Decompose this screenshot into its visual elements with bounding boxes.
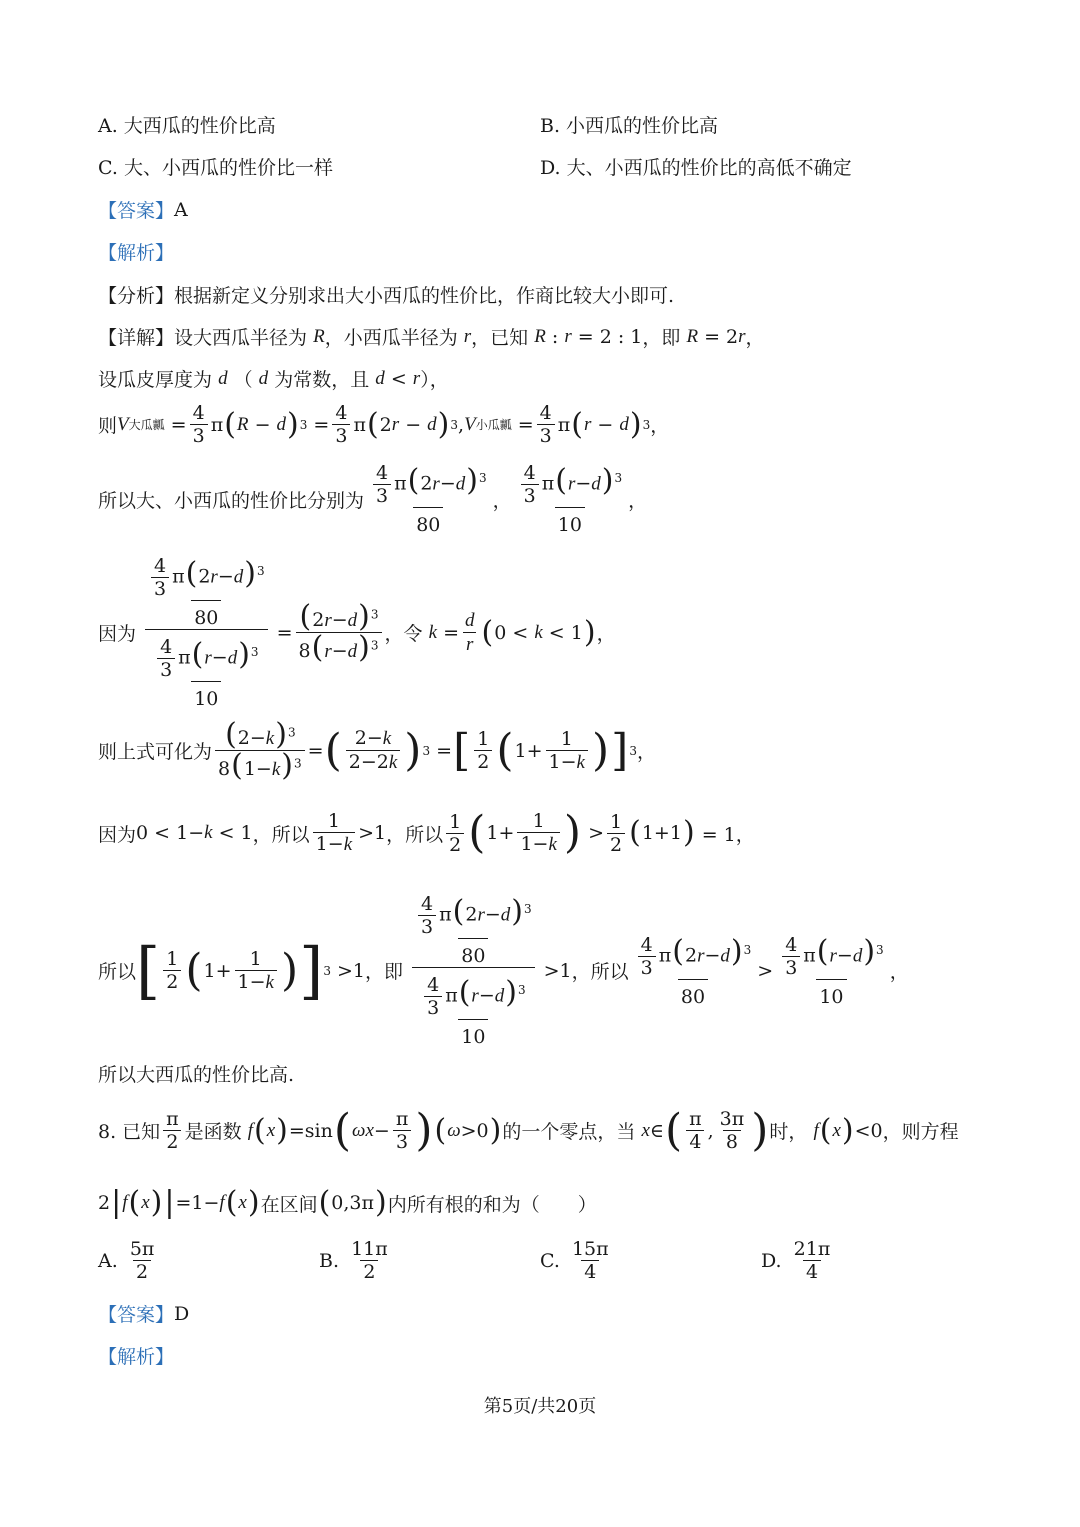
- q7-option-a: A. 大西瓜的性价比高: [98, 115, 276, 137]
- q7-conclusion: 所以大西瓜的性价比高.: [98, 1064, 295, 1086]
- q7-option-c: C. 大、小西瓜的性价比一样: [98, 157, 333, 179]
- q7-option-d: D. 大、小西瓜的性价比的高低不确定: [540, 157, 852, 179]
- q7-ratio-line: 所以大、小西瓜的性价比分别为 $\frac{4}{3}$ $\pi(2r-d)^3$ 80 ， $\frac{4}{3}$ $\pi(r-d)^3$ 10 ，: [98, 462, 648, 536]
- page-footer: 第5页/共20页: [483, 1396, 597, 1417]
- q7-answer: 【答案】 A: [98, 198, 188, 222]
- q8-option-c: C. $\frac{15\pi}{4}$: [540, 1238, 609, 1283]
- q7-detail-line2: 设瓜皮厚度为 d （ d 为常数，且 d < r ），: [98, 367, 449, 391]
- q8-answer: 【答案】 D: [98, 1302, 190, 1326]
- q7-option-b: B. 小西瓜的性价比高: [540, 115, 719, 137]
- q7-jiexi: 【解析】: [98, 242, 175, 264]
- q8-option-a: A. $\frac{5\pi}{2}$: [98, 1238, 155, 1283]
- q7-detail-line1: 【详解】 设大西瓜半径为 R ，小西瓜半径为 r ，已知 R : r = 2 : 1 ，即 R = 2 r ，: [98, 325, 765, 349]
- q7-simplify-line: 则上式可化为 $\frac{(2-k)^3}{8(1-k)^3}$ = ( $\frac{2-k}{2-2k}$ ) 3 = [ $\frac{1}{2}$ ( 1+ $\frac{1}{1-k}$ ) ] 3 ，: [98, 717, 656, 783]
- q7-final-line: 所以 [ $\frac{1}{2}$ ( 1+ $\frac{1}{1-k}$ ) ] 3 >1 ，即 $\frac{4}{3}$ $\pi(2r-d)^3$ 80 $\frac{4}{3}$ $\pi(r-d)^3$ 10 >1 ，所以 $\frac{4}{3}$ $\pi(2r-d)^3$ 80 > $\frac{4}{3}$ $\pi(r-d)^3$ 10 ，: [98, 893, 909, 1048]
- q8-option-b: B. $\frac{11\pi}{2}$: [319, 1238, 388, 1283]
- q8-jiexi: 【解析】: [98, 1346, 175, 1368]
- q7-inequality-line: 因为 0 < 1− k < 1 ，所以 $\frac{1}{1-k}$ >1 ，所以 $\frac{1}{2}$ ( 1+ $\frac{1}{1-k}$ ) > $\frac{1}{2}$ ( 1+1 ) = 1，: [98, 807, 755, 858]
- q7-quotient-line: 因为 $\frac{4}{3}$ $\pi(2r-d)^3$ 80 $\frac{4}{3}$ $\pi(r-d)^3$ 10 = $\frac{(2r-d)^3}{8(r-d)^3}$ ，令 k = $\frac{d}{r}$ ( 0 < k < 1 ) ，: [98, 555, 616, 710]
- q8-stem-line2: 2 | f ( x ) | =1− f ( x ) 在区间 ( 0,3π ) 内所有根的和为（ ）: [98, 1185, 597, 1220]
- q7-volume-line: 则 V 大瓜瓤 = $\frac{4}{3}$ π ( R − d ) 3 = $\frac{4}{3}$ π ( 2 r − d ) 3 , V 小瓜瓤 = $\frac{4}{3}$ π ( r − d ) 3 ，: [98, 402, 670, 447]
- q8-option-d: D. $\frac{21\pi}{4}$: [761, 1238, 831, 1283]
- q8-stem-line1: 8. 已知 $\frac{\pi}{2}$ 是函数 f ( x ) =sin ( ωx − $\frac{\pi}{3}$ ) ( ω >0 ) 的一个零点，当 x ∈ ( $\frac{\pi}{4}$ , $\frac{3\pi}{8}$ ) 时， f ( x ) <0 ，则方程: [98, 1104, 959, 1156]
- q7-fenxi: 【分析】 根据新定义分别求出大小西瓜的性价比，作商比较大小即可.: [98, 285, 675, 307]
